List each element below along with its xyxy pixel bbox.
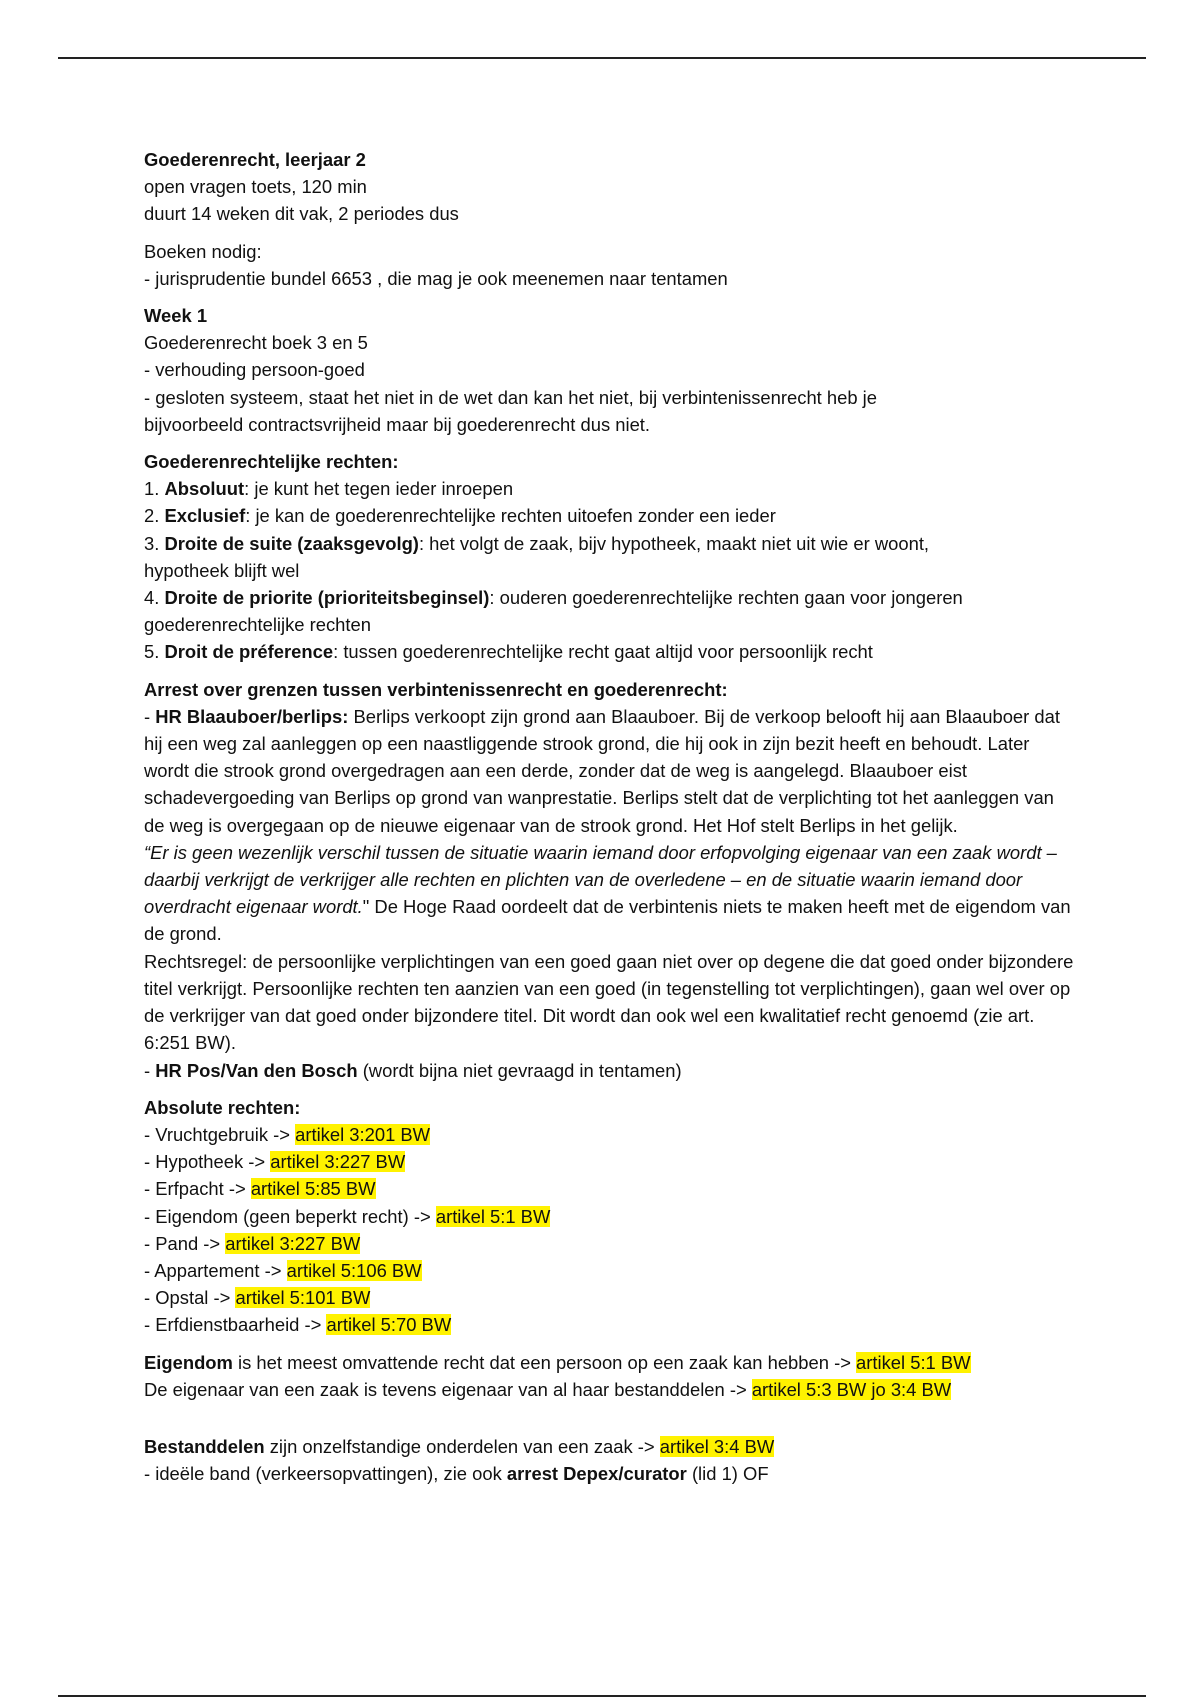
eigendom-section [144,1349,1074,1403]
books-section [144,238,1074,292]
top-rule [58,57,1146,59]
document-body [144,146,1074,1487]
arrest-section [144,676,1074,1084]
rights-item-5: 5. Droit de préference: tussen goederenrechtelijke recht gaat altijd voor persoonlijk recht [144,641,873,663]
case-blaauboer: - HR Blaauboer/berlips: Berlips verkoopt zijn grond aan Blaauboer. Bij de verkoop belooft hij aan Blaauboer dat hij een weg zal aanleggen op een naastliggende strook grond, die hij ook in zijn bezit heeft en behoudt. Later wordt die strook grond overgedragen aan een derde, zonder dat de weg is aangelegd. Blaauboer eist schadevergoeding van Berlips op grond van wanprestatie. Berlips stelt dat de verplichting tot het aanleggen van de weg is overgegaan op de nieuwe eigenaar van de strook grond. Het Hof stelt Berlips in het gelijk. [144,705,1060,836]
absolute-item: - Eigendom (geen beperkt recht) -> artikel 5:1 BW [144,1205,551,1227]
bestanddelen-line-2: - ideële band (verkeersopvattingen), zie ook arrest Depex/curator (lid 1) OF [144,1463,769,1485]
eigendom-line-2: De eigenaar van een zaak is tevens eigenaar van al haar bestanddelen -> artikel 5:3 BW jo 3:4 BW [144,1378,952,1400]
absolute-item: - Erfdienstbaarheid -> artikel 5:70 BW [144,1314,452,1336]
absolute-item: - Erfpacht -> artikel 5:85 BW [144,1178,376,1200]
week1-line: - gesloten systeem, staat het niet in de wet dan kan het niet, bij verbintenissenrecht heb je [144,386,877,408]
rights-item-1: 1. Absoluut: je kunt het tegen ieder inroepen [144,478,514,500]
absolute-rights-section [144,1094,1074,1339]
exam-info: open vragen toets, 120 min [144,176,367,198]
legal-rule: Rechtsregel: de persoonlijke verplichtingen van een goed gaan niet over op degene die dat goed onder bijzondere titel verkrijgt. Persoonlijke rechten ten aanzien van een goed (in tegenstelling tot verplichtingen), gaan wel over op de verkrijger van dat goed onder bijzondere titel. Dit wordt dan ook wel een kwalitatief recht genoemd (zie art. 6:251 BW). [144,950,1074,1054]
bottom-rule [58,1695,1146,1697]
week1-line: bijvoorbeeld contractsvrijheid maar bij goederenrecht dus niet. [144,413,651,435]
eigendom-line: Eigendom is het meest omvattende recht dat een persoon op een zaak kan hebben -> artikel 5:1 BW [144,1351,971,1373]
course-title: Goederenrecht, leerjaar 2 [144,149,366,170]
intro-section [144,146,1074,228]
rights-section [144,448,1074,666]
absolute-item: - Vruchtgebruik -> artikel 3:201 BW [144,1123,431,1145]
week1-line: - verhouding persoon-goed [144,359,365,381]
bestanddelen-line: Bestanddelen zijn onzelfstandige onderdelen van een zaak -> artikel 3:4 BW [144,1435,775,1457]
rights-item-4: 4. Droite de priorite (prioriteitsbeginsel): ouderen goederenrechtelijke rechten gaan voor jongeren goederenrechtelijke rechten [144,587,963,636]
week1-heading: Week 1 [144,305,208,327]
absolute-item: - Opstal -> artikel 5:101 BW [144,1287,371,1309]
absolute-heading: Absolute rechten: [144,1096,301,1118]
absolute-item: - Appartement -> artikel 5:106 BW [144,1259,422,1281]
bestanddelen-section [144,1433,1074,1487]
books-heading: Boeken nodig: [144,240,262,262]
week1-section [144,302,1074,438]
duration-info: duurt 14 weken dit vak, 2 periodes dus [144,203,459,225]
case-pos-van-den-bosch: - HR Pos/Van den Bosch (wordt bijna niet gevraagd in tentamen) [144,1059,682,1081]
case-quote: “Er is geen wezenlijk verschil tussen de situatie waarin iemand door erfopvolging eigenaar van een zaak wordt – daarbij verkrijgt de verkrijger alle rechten en plichten van de overledene – en de situatie waarin iemand door overdracht eigenaar wordt." De Hoge Raad oordeelt dat de verbintenis niets te maken heeft met de eigendom van de grond. [144,841,1071,945]
books-item: - jurisprudentie bundel 6653 , die mag je ook meenemen naar tentamen [144,267,728,289]
absolute-item: - Hypotheek -> artikel 3:227 BW [144,1151,406,1173]
arrest-heading: Arrest over grenzen tussen verbintenissenrecht en goederenrecht: [144,678,728,700]
rights-item-2: 2. Exclusief: je kan de goederenrechtelijke rechten uitoefen zonder een ieder [144,505,776,527]
rights-item-3: 3. Droite de suite (zaaksgevolg): het volgt de zaak, bijv hypotheek, maakt niet uit wie er woont, hypotheek blijft wel [144,532,930,581]
rights-heading: Goederenrechtelijke rechten: [144,451,399,473]
absolute-item: - Pand -> artikel 3:227 BW [144,1232,361,1254]
week1-line: Goederenrecht boek 3 en 5 [144,332,368,354]
